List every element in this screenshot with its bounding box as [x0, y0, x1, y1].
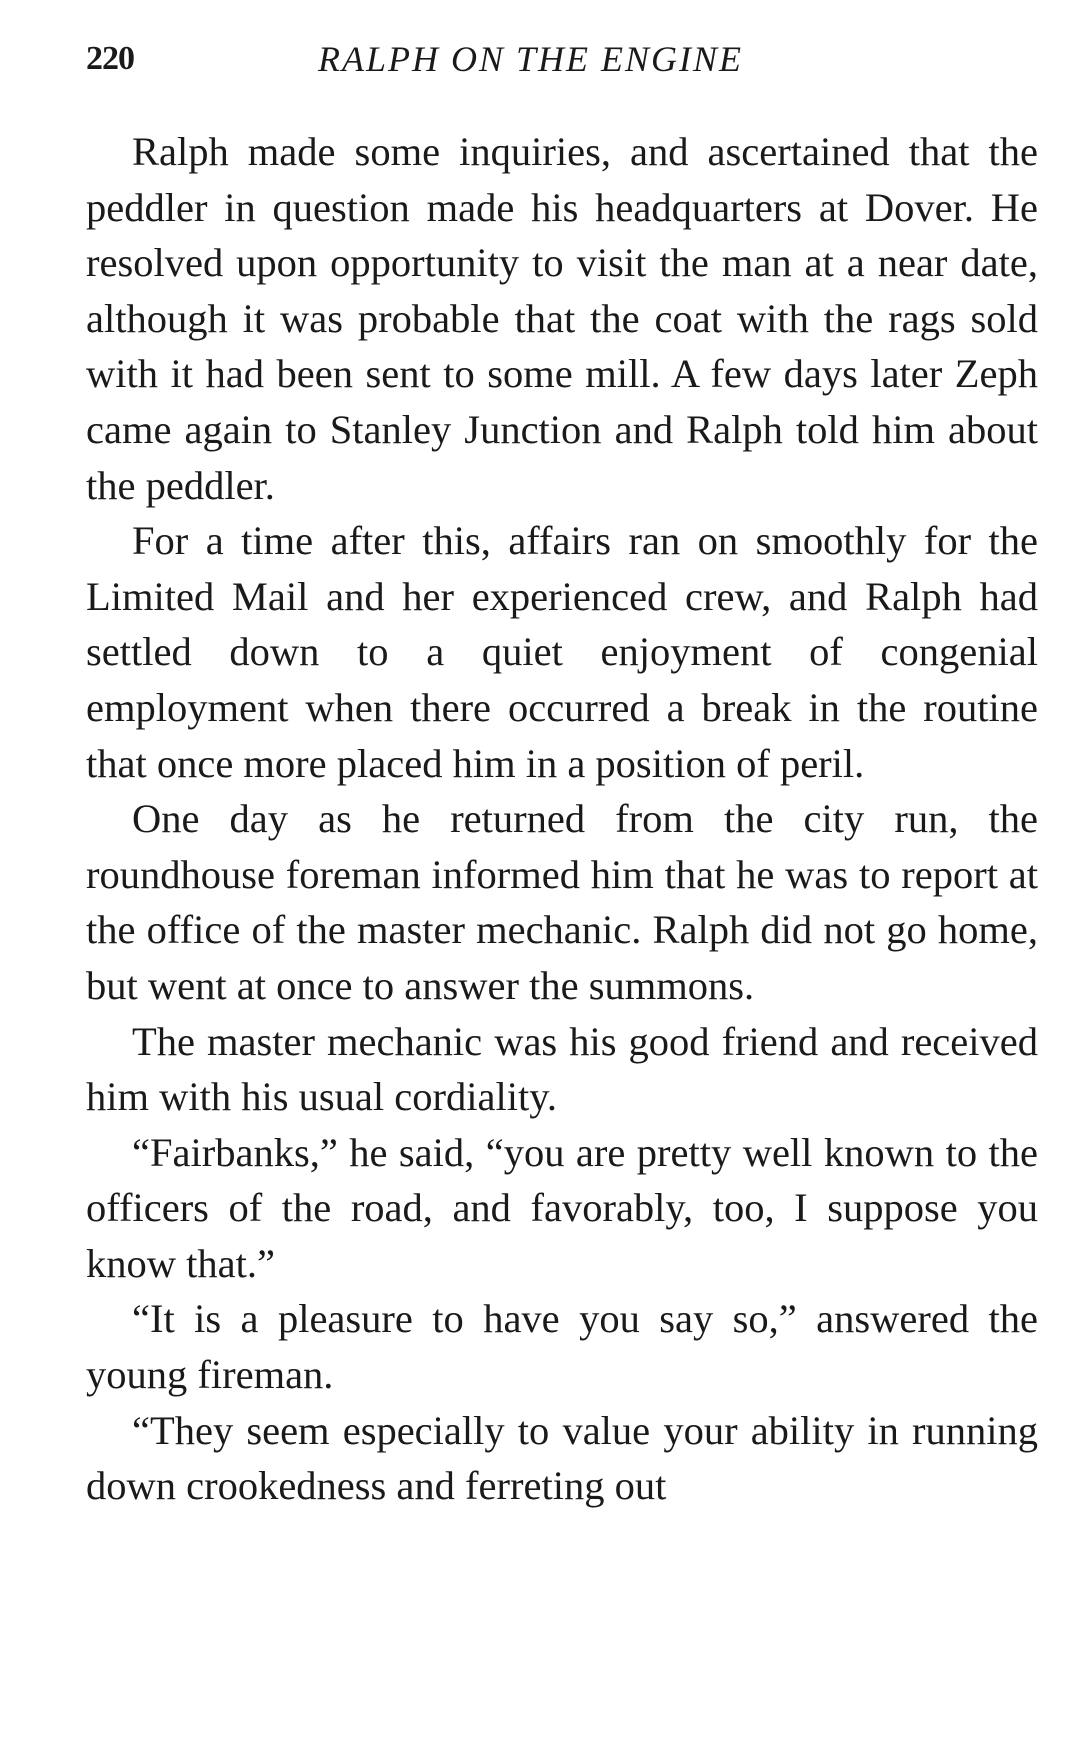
paragraph: Ralph made some inquiries, and ascertained that the peddler in question made his headquarters at Dover. He resolved upon opportunity to visit the man at a near date, although it was probable that the coat with the rags sold with it had been sent to some mill. A few days later Zeph came again to Stanley Junction and Ralph told him about the peddler. [86, 129, 1038, 508]
paragraph: For a time after this, affairs ran on smoothly for the Limited Mail and her experienced crew, and Ralph had settled down to a quiet enjoyment of congenial employment when there occurred a break in the routine that once more placed him in a position of peril. [86, 518, 1038, 786]
paragraph: “It is a pleasure to have you say so,” answered the young fireman. [86, 1296, 1038, 1398]
paragraph: One day as he returned from the city run, the roundhouse foreman informed him that he was to report at the office of the master mechanic. Ralph did not go home, but went at once to answer the summons. [86, 796, 1038, 1008]
body-text [86, 124, 1038, 1514]
running-title: RALPH ON THE ENGINE [318, 39, 743, 79]
paragraph: “They seem especially to value your ability in running down crookedness and ferreting out [86, 1407, 1038, 1509]
running-head [86, 34, 1038, 84]
paragraph: The master mechanic was his good friend and received him with his usual cordiality. [86, 1018, 1038, 1120]
page-number: 220 [86, 40, 134, 77]
paragraph: “Fairbanks,” he said, “you are pretty well known to the officers of the road, and favorably, too, I suppose you know that.” [86, 1129, 1038, 1286]
